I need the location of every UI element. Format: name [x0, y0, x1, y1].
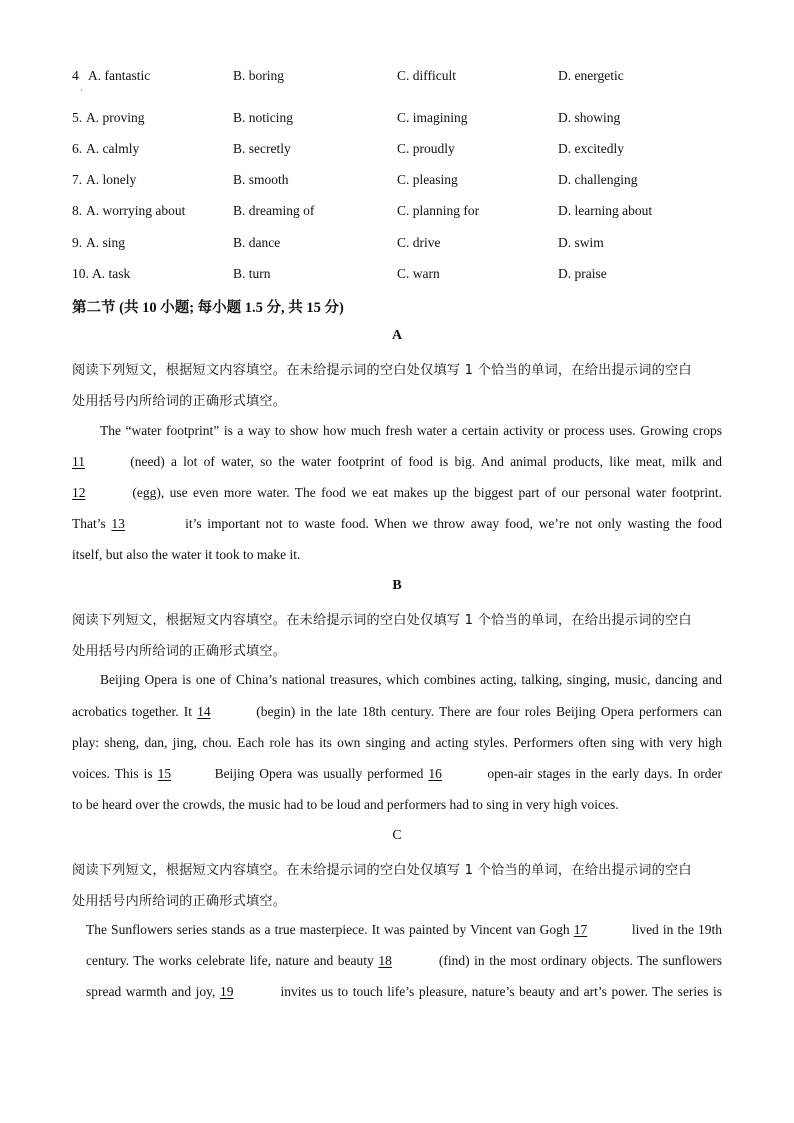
- passage-text: century. The works celebrate life, nature and beauty: [86, 953, 374, 968]
- instruction-a-line1: 阅读下列短文，根据短文内容填空。在未给提示词的空白处仅填写 1 个恰当的单词，在给出提示词的空白: [72, 363, 692, 378]
- blank-12[interactable]: 12: [72, 485, 86, 500]
- option-b: B. dreaming of: [233, 203, 315, 218]
- question-number: 9.: [72, 235, 83, 250]
- passage-c-line1: [86, 922, 722, 938]
- passage-text: acrobatics together. It: [72, 704, 193, 719]
- passage-text: (egg), use even more water. The food we eat makes up the biggest part of our personal water footprint.: [132, 485, 722, 500]
- instruction-b-line1: 阅读下列短文，根据短文内容填空。在未给提示词的空白处仅填写 1 个恰当的单词，在给出提示词的空白: [72, 613, 692, 628]
- option-a: A. sing: [86, 235, 126, 250]
- passage-a-line2: [72, 454, 722, 470]
- stray-mark: ·: [80, 86, 83, 95]
- question-number: 7.: [72, 172, 83, 187]
- instruction-c-line2: 处用括号内所给词的正确形式填空。: [72, 894, 287, 909]
- passage-text: (begin) in the late 18th century. There are four roles Beijing Opera performers can: [256, 704, 722, 719]
- option-b: B. turn: [233, 266, 271, 281]
- instruction-a-line2: 处用括号内所给词的正确形式填空。: [72, 394, 287, 409]
- option-row-7: [72, 172, 732, 192]
- passage-text: invites us to touch life’s pleasure, nature’s beauty and art’s power. The series is: [280, 984, 722, 999]
- passage-a-line4: [72, 516, 722, 532]
- option-c: C. drive: [397, 235, 441, 250]
- passage-b-line1: Beijing Opera is one of China’s national treasures, which combines acting, talking, singing, music, dancing and: [100, 672, 722, 687]
- option-b: B. smooth: [233, 172, 289, 187]
- passage-text: voices. This is: [72, 766, 153, 781]
- passage-a-line5: itself, but also the water it took to make it.: [72, 547, 301, 562]
- blank-17[interactable]: 17: [573, 922, 588, 937]
- option-a: A. fantastic: [88, 68, 151, 83]
- option-row-10: [72, 266, 732, 286]
- option-b: B. boring: [233, 68, 285, 83]
- question-number: 6.: [72, 141, 83, 156]
- option-a: A. proving: [86, 110, 145, 125]
- passage-text: open-air stages in the early days. In order: [487, 766, 723, 781]
- passage-b-line4: [72, 766, 722, 782]
- option-row-8: [72, 203, 732, 223]
- option-b: B. noticing: [233, 110, 293, 125]
- passage-b-line3: play: sheng, dan, jing, chou. Each role has its own singing and acting styles. Performers often sing with very high: [72, 735, 722, 750]
- option-row-4: [72, 68, 732, 88]
- passage-text: Beijing Opera was usually performed: [214, 766, 424, 781]
- passage-text: That’s: [72, 516, 106, 531]
- passage-a-line1: The “water footprint” is a way to show how much fresh water a certain activity or process uses. Growing crops: [100, 423, 722, 438]
- option-a: A. worrying about: [86, 203, 186, 218]
- option-row-6: [72, 141, 732, 161]
- option-c: C. warn: [397, 266, 440, 281]
- passage-text: (find) in the most ordinary objects. The sunflowers: [438, 953, 723, 968]
- blank-19[interactable]: 19: [219, 984, 234, 999]
- option-a: A. task: [92, 266, 131, 281]
- option-c: C. difficult: [397, 68, 456, 83]
- question-number: 8.: [72, 203, 83, 218]
- passage-text: lived in the 19th: [631, 922, 723, 937]
- option-c: C. planning for: [397, 203, 480, 218]
- blank-11[interactable]: 11: [72, 454, 85, 469]
- passage-a-line3: [72, 485, 722, 501]
- option-a: A. calmly: [86, 141, 140, 156]
- part-c-label: C: [392, 828, 402, 843]
- instruction-b-line2: 处用括号内所给词的正确形式填空。: [72, 644, 287, 659]
- option-d: D. energetic: [558, 68, 624, 83]
- part-b-label: B: [392, 578, 402, 593]
- part-a-label: A: [391, 328, 403, 343]
- instruction-c-line1: 阅读下列短文，根据短文内容填空。在未给提示词的空白处仅填写 1 个恰当的单词，在给出提示词的空白: [72, 863, 692, 878]
- section-title: 第二节 (共 10 小题; 每小题 1.5 分, 共 15 分): [72, 300, 344, 316]
- option-a: A. lonely: [86, 172, 137, 187]
- blank-15[interactable]: 15: [157, 766, 172, 781]
- option-d: D. learning about: [558, 203, 653, 218]
- question-number: 4: [72, 68, 79, 83]
- passage-text: it’s important not to waste food. When we throw away food, we’re not only wasting the food: [185, 516, 723, 531]
- option-row-5: [72, 110, 732, 130]
- option-b: B. secretly: [233, 141, 291, 156]
- option-b: B. dance: [233, 235, 281, 250]
- passage-text: (need) a lot of water, so the water footprint of food is big. And animal products, like meat, milk and: [130, 454, 722, 469]
- option-c: C. pleasing: [397, 172, 458, 187]
- passage-c-line3: [86, 984, 722, 1000]
- passage-text: The Sunflowers series stands as a true masterpiece. It was painted by Vincent van Gogh: [86, 922, 570, 937]
- option-d: D. swim: [558, 235, 604, 250]
- blank-13[interactable]: 13: [111, 516, 125, 531]
- option-row-9: [72, 235, 732, 255]
- option-d: D. challenging: [558, 172, 638, 187]
- blank-18[interactable]: 18: [378, 953, 392, 968]
- blank-16[interactable]: 16: [428, 766, 442, 781]
- option-d: D. excitedly: [558, 141, 624, 156]
- option-c: C. imagining: [397, 110, 468, 125]
- passage-b-line2: [72, 704, 722, 720]
- passage-text: spread warmth and joy,: [86, 984, 216, 999]
- question-number: 5.: [72, 110, 83, 125]
- question-number: 10.: [72, 266, 89, 281]
- option-d: D. showing: [558, 110, 621, 125]
- passage-b-line5: to be heard over the crowds, the music had to be loud and performers had to sing in very high voices.: [72, 797, 619, 812]
- option-d: D. praise: [558, 266, 607, 281]
- option-c: C. proudly: [397, 141, 455, 156]
- passage-c-line2: [86, 953, 722, 969]
- blank-14[interactable]: 14: [197, 704, 211, 719]
